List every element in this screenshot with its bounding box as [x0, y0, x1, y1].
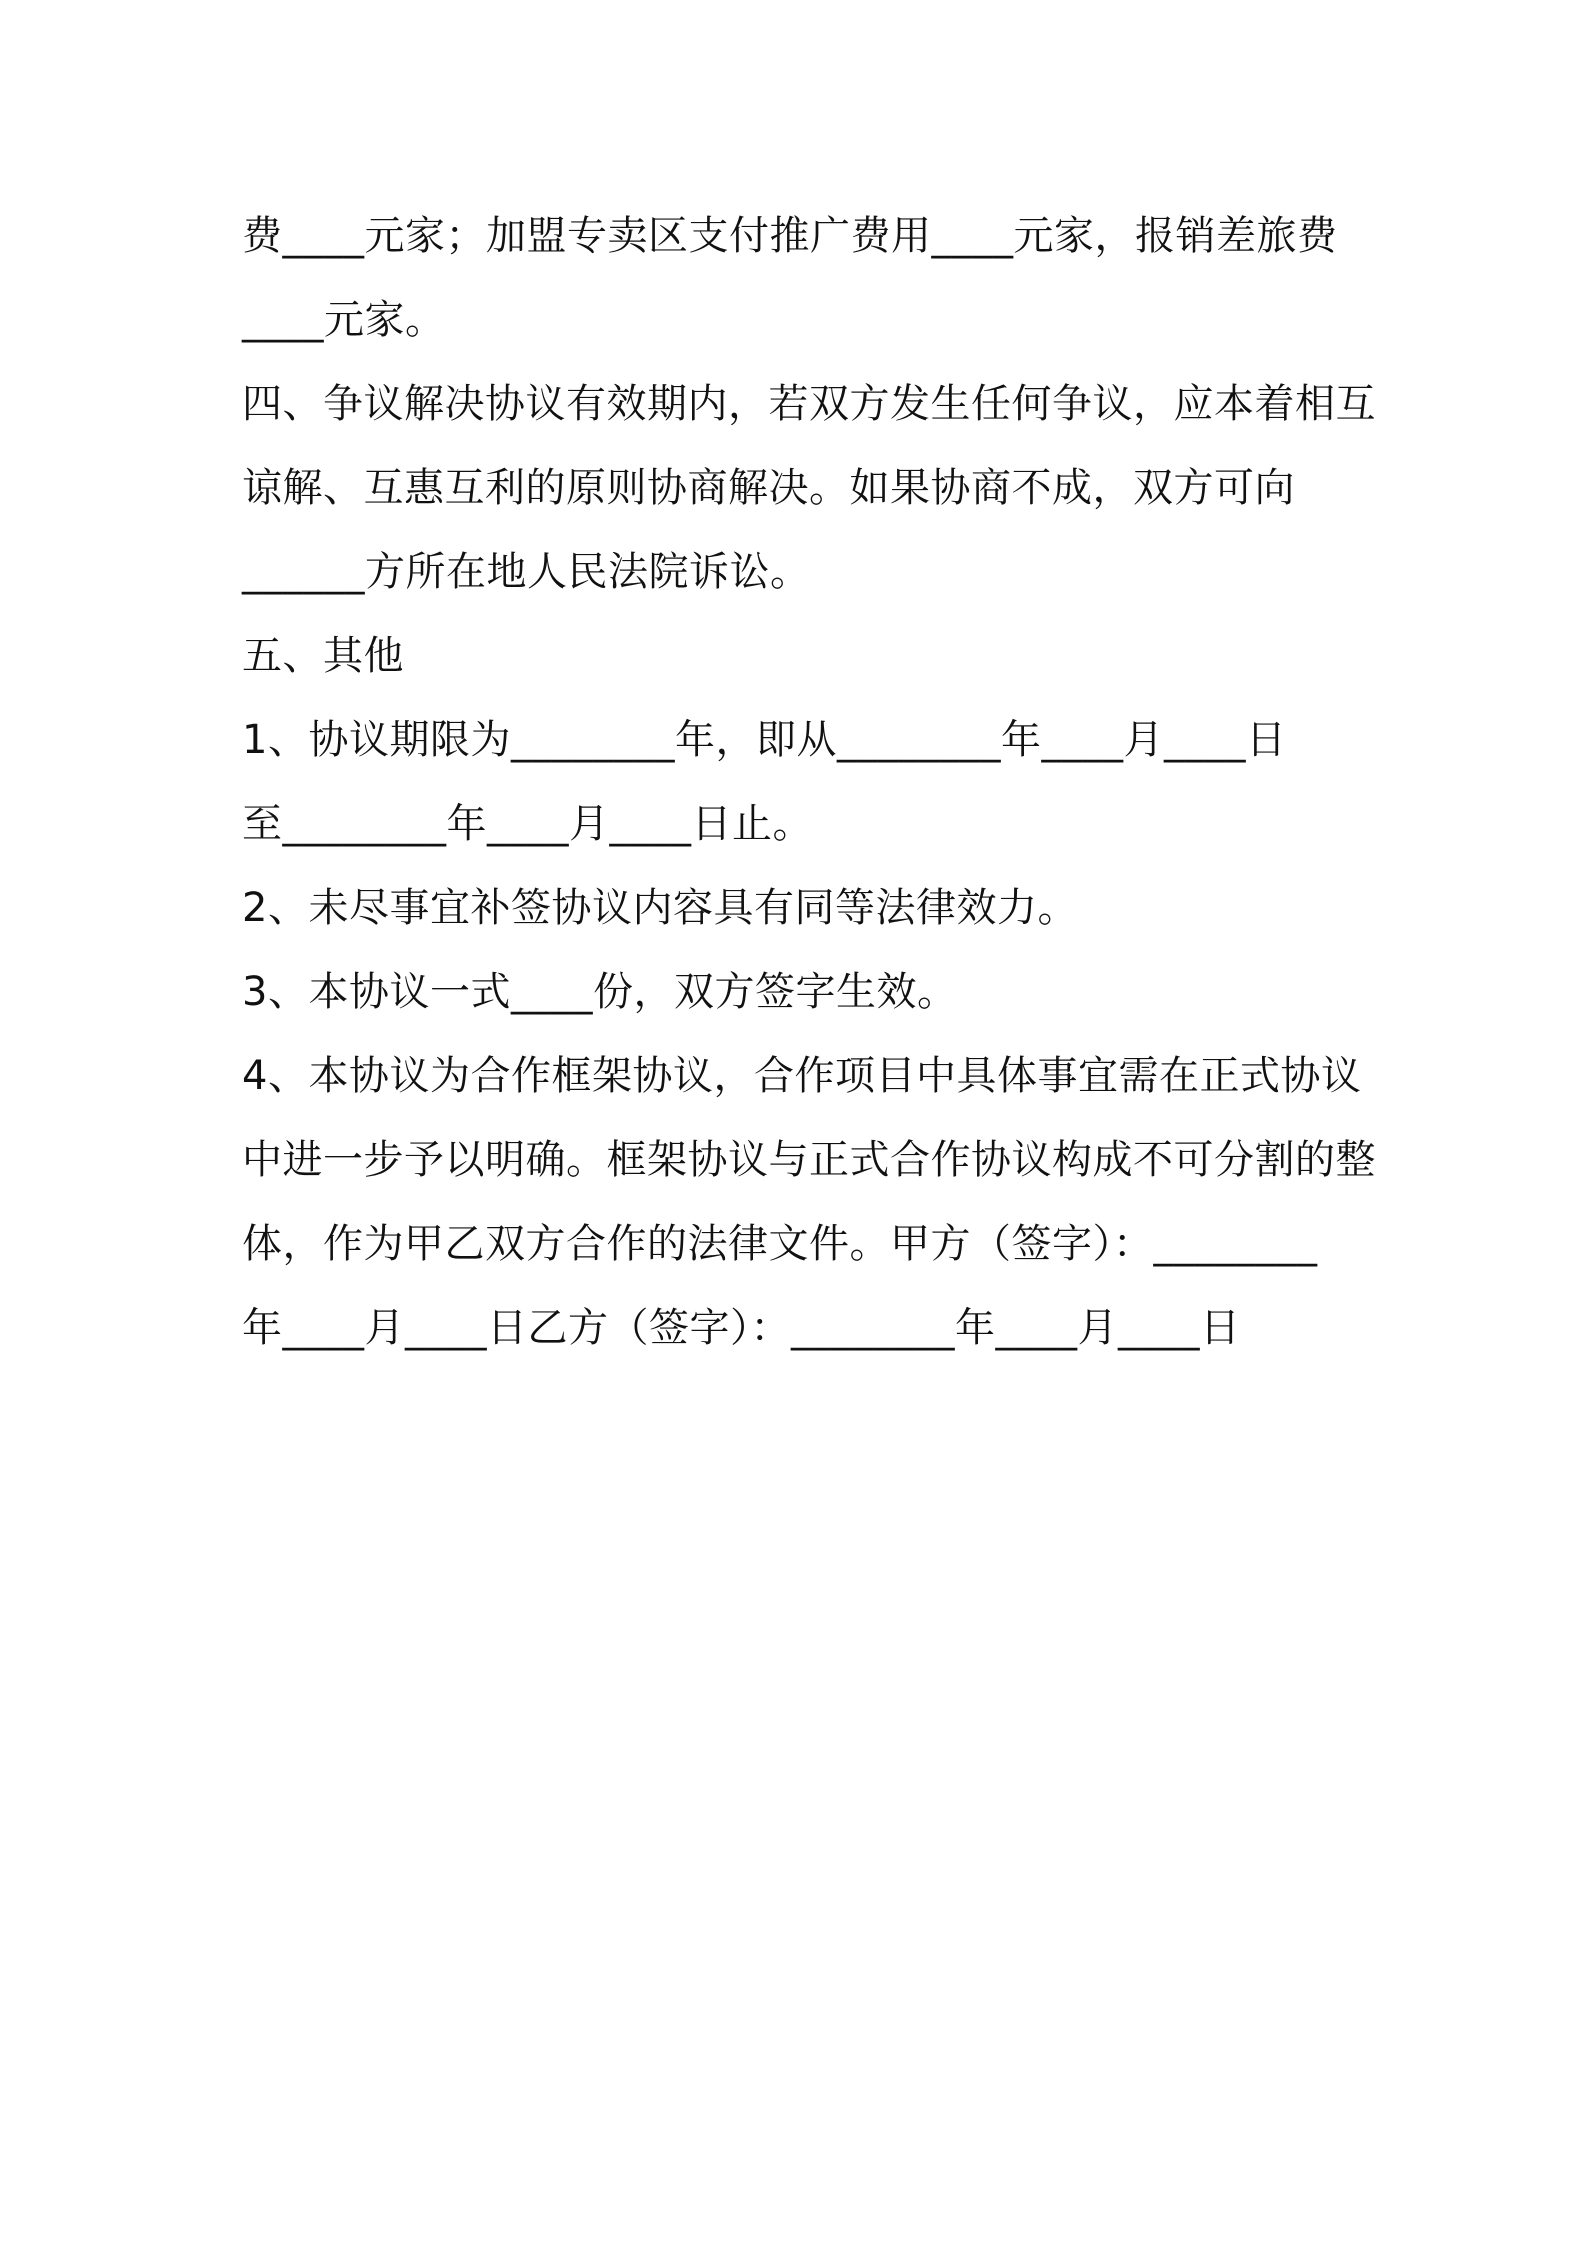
signature-line-party-b: 年____月____日乙方（签字）：________年____月____日 [242, 1305, 1241, 1351]
text-line: 至________年____月____日止。 [242, 801, 813, 847]
document-body [242, 194, 1376, 1370]
section-heading-dispute: 四、争议解决协议有效期内，若双方发生任何争议，应本着相互 [242, 381, 1376, 427]
clause-2: 2、未尽事宜补签协议内容具有同等法律效力。 [242, 885, 1078, 931]
text-line: 谅解、互惠互利的原则协商解决。如果协商不成，双方可向 [242, 465, 1295, 511]
text-line: 中进一步予以明确。框架协议与正式合作协议构成不可分割的整 [242, 1137, 1376, 1183]
signature-line-party-a: 体，作为甲乙双方合作的法律文件。甲方（签字）：________ [242, 1221, 1318, 1267]
clause-1: 1、协议期限为________年，即从________年____月____日 [242, 717, 1287, 763]
text-line: 费____元家；加盟专卖区支付推广费用____元家，报销差旅费 [242, 213, 1338, 259]
section-heading-other: 五、其他 [242, 633, 404, 679]
clause-3: 3、本协议一式____份，双方签字生效。 [242, 969, 958, 1015]
text-line: ______方所在地人民法院诉讼。 [242, 549, 811, 595]
clause-4: 4、本协议为合作框架协议，合作项目中具体事宜需在正式协议 [242, 1053, 1362, 1099]
text-line: ____元家。 [242, 297, 446, 343]
